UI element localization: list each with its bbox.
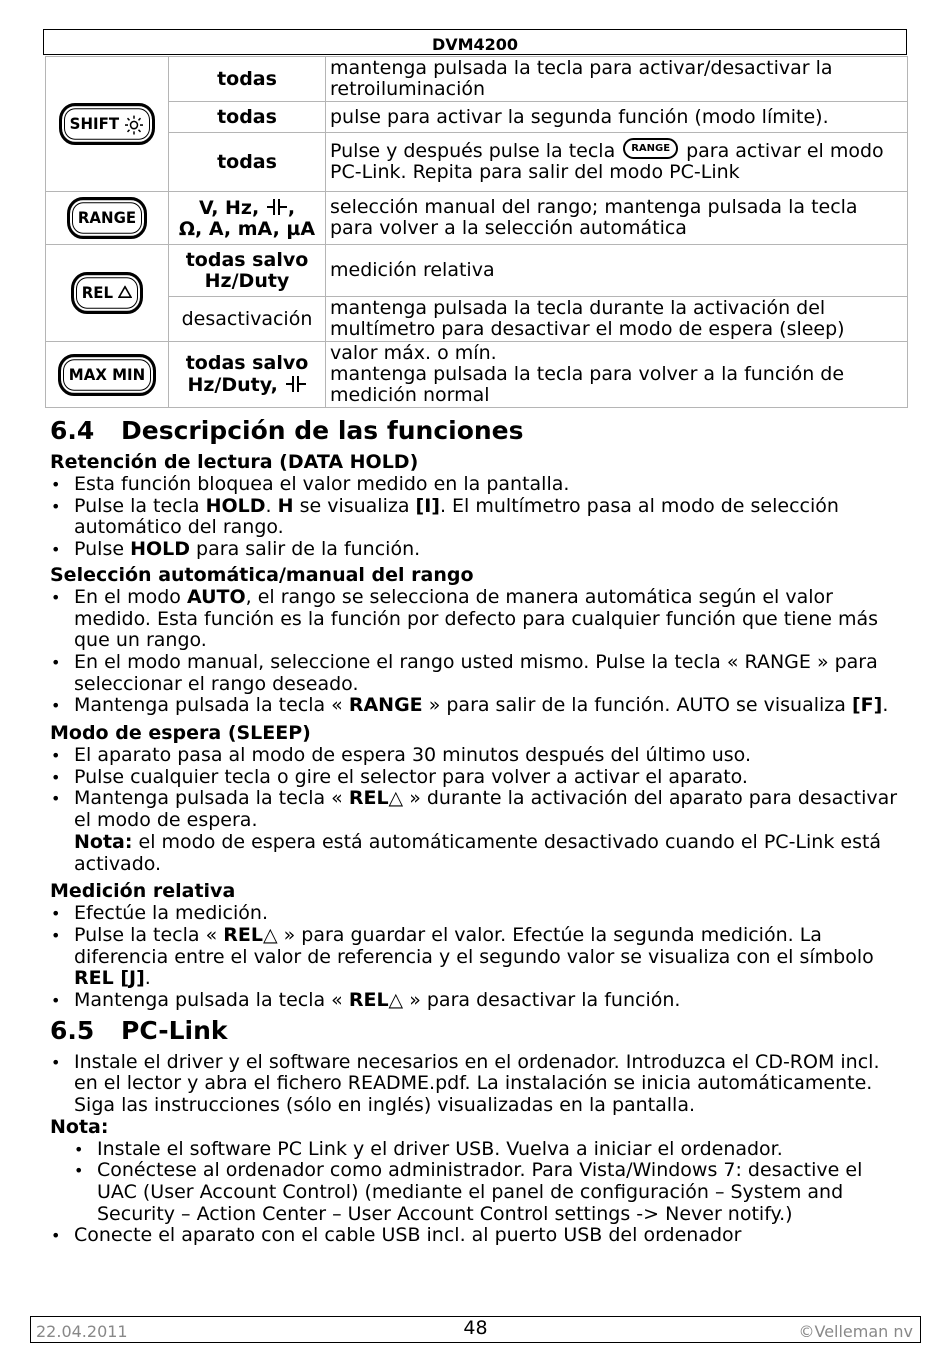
function-cell: todas <box>169 133 326 192</box>
bullet-list <box>50 745 900 875</box>
document-title: DVM4200 <box>431 35 519 54</box>
maxmin-key-icon: MAX MIN <box>58 354 156 396</box>
table-row <box>46 245 908 297</box>
note-label: Nota: <box>50 1115 109 1138</box>
list-item: • Mantenga pulsada la tecla « REL△ » durante la activación del aparato para desactivar el modo de espera. Nota: el modo de espera está automáticamente desactivado cuando el PC-Link está activado. <box>50 788 900 875</box>
shift-key-icon: SHIFT <box>59 103 156 145</box>
list-item: • Instale el software PC Link y el driver USB. Vuelva a iniciar el ordenador. <box>73 1139 900 1161</box>
list-item: • Mantenga pulsada la tecla « RANGE » para salir de la función. AUTO se visualiza [F]. <box>50 695 900 717</box>
sub-bullet-list <box>50 1139 900 1226</box>
function-cell: V, Hz, , Ω, A, mA, µA <box>169 192 326 245</box>
capacitance-icon <box>285 374 307 394</box>
bullet-list <box>50 1225 900 1247</box>
function-cell: todas <box>169 57 326 102</box>
footer-rule <box>30 1342 921 1343</box>
table-row <box>46 192 908 245</box>
note-label: Nota: <box>74 830 133 853</box>
capacitance-icon <box>266 197 288 217</box>
range-key-cell <box>46 192 169 245</box>
footer-date: 22.04.2011 <box>36 1322 128 1341</box>
section-heading-6-5: 6.5 PC-Link <box>50 1015 228 1045</box>
list-item: • Pulse la tecla HOLD. H se visualiza [I]. El multímetro pasa al modo de selección automático del rango. <box>50 496 900 539</box>
description-cell: selección manual del rango; mantenga pulsada la tecla para volver a la selección automática <box>326 192 908 245</box>
main-content <box>50 414 900 1247</box>
bullet-list <box>50 587 900 717</box>
list-item: • Pulse la tecla « REL△ » para guardar el valor. Efectúe la segunda medición. La diferencia entre el valor de referencia y el segundo valor se visualiza con el símbolo REL [J]. <box>50 925 900 990</box>
section-heading-6-4: 6.4 Descripción de las funciones <box>50 416 524 445</box>
range-key-icon: RANGE <box>67 197 147 239</box>
bullet-list <box>50 1052 900 1117</box>
list-item: • Mantenga pulsada la tecla « REL△ » para desactivar la función. <box>50 990 900 1012</box>
page-number: 48 <box>463 1317 488 1339</box>
maxmin-key-cell <box>46 342 169 408</box>
function-cell: desactivación <box>169 297 326 342</box>
bullet-list <box>50 474 900 561</box>
delta-icon <box>118 286 132 299</box>
rel-key-icon: REL <box>71 272 144 314</box>
subheading-range: Selección automática/manual del rango <box>50 563 474 586</box>
list-item: • En el modo AUTO, el rango se selecciona de manera automática según el valor medido. Esta función es la función por defecto para cualquier función que tiene más que un rango. <box>50 587 900 652</box>
footer-copyright: ©Velleman nv <box>798 1322 913 1341</box>
description-cell: Pulse y después pulse la tecla RANGE para activar el modo PC-Link. Repita para salir del modo PC-Link <box>326 133 908 192</box>
bullet-list <box>50 903 900 1012</box>
table-row <box>46 133 908 192</box>
page-header <box>43 29 907 55</box>
list-item: • Pulse HOLD para salir de la función. <box>50 539 900 561</box>
rel-key-cell <box>46 245 169 342</box>
description-cell: mantenga pulsada la tecla para activar/desactivar la retroiluminación <box>326 57 908 102</box>
list-item: • Instale el driver y el software necesarios en el ordenador. Introduzca el CD-ROM incl. en el lector y abra el fichero README.pdf. La instalación se inicia automáticamente. Siga las instrucciones (sólo en inglés) visualizadas en la pantalla. <box>50 1052 900 1117</box>
page-footer <box>30 1316 921 1342</box>
list-item: • Efectúe la medición. <box>50 903 900 925</box>
function-cell: todas <box>169 102 326 133</box>
function-cell: todas salvo Hz/Duty <box>169 245 326 297</box>
list-item: • Pulse cualquier tecla o gire el selector para volver a activar el aparato. <box>50 767 900 789</box>
list-item: • Conéctese al ordenador como administrador. Para Vista/Windows 7: desactive el UAC (User Account Control) (mediante el panel de configuración – System and Security – Action Center – User Account Control settings -> Never notify.) <box>73 1160 900 1225</box>
shift-key-cell <box>46 57 169 192</box>
description-cell: mantenga pulsada la tecla durante la activación del multímetro para desactivar el modo de espera (sleep) <box>326 297 908 342</box>
backlight-icon <box>124 114 144 135</box>
list-item: • Conecte el aparato con el cable USB incl. al puerto USB del ordenador <box>50 1225 900 1247</box>
description-cell: valor máx. o mín. mantenga pulsada la tecla para volver a la función de medición normal <box>326 342 908 408</box>
table-row <box>46 342 908 408</box>
subheading-relative: Medición relativa <box>50 880 236 903</box>
table-row <box>46 57 908 102</box>
table-row <box>46 297 908 342</box>
list-item: • El aparato pasa al modo de espera 30 minutos después del último uso. <box>50 745 900 767</box>
list-item: • Esta función bloquea el valor medido en la pantalla. <box>50 474 900 496</box>
function-cell: todas salvo Hz/Duty, <box>169 342 326 408</box>
subheading-data-hold: Retención de lectura (DATA HOLD) <box>50 451 419 473</box>
subheading-sleep: Modo de espera (SLEEP) <box>50 722 311 745</box>
description-cell: medición relativa <box>326 245 908 297</box>
table-row <box>46 102 908 133</box>
range-key-icon: RANGE <box>623 138 678 159</box>
list-item: • En el modo manual, seleccione el rango usted mismo. Pulse la tecla « RANGE » para seleccionar el rango deseado. <box>50 652 900 695</box>
description-cell: pulse para activar la segunda función (modo límite). <box>326 102 908 133</box>
key-function-table <box>45 56 908 408</box>
